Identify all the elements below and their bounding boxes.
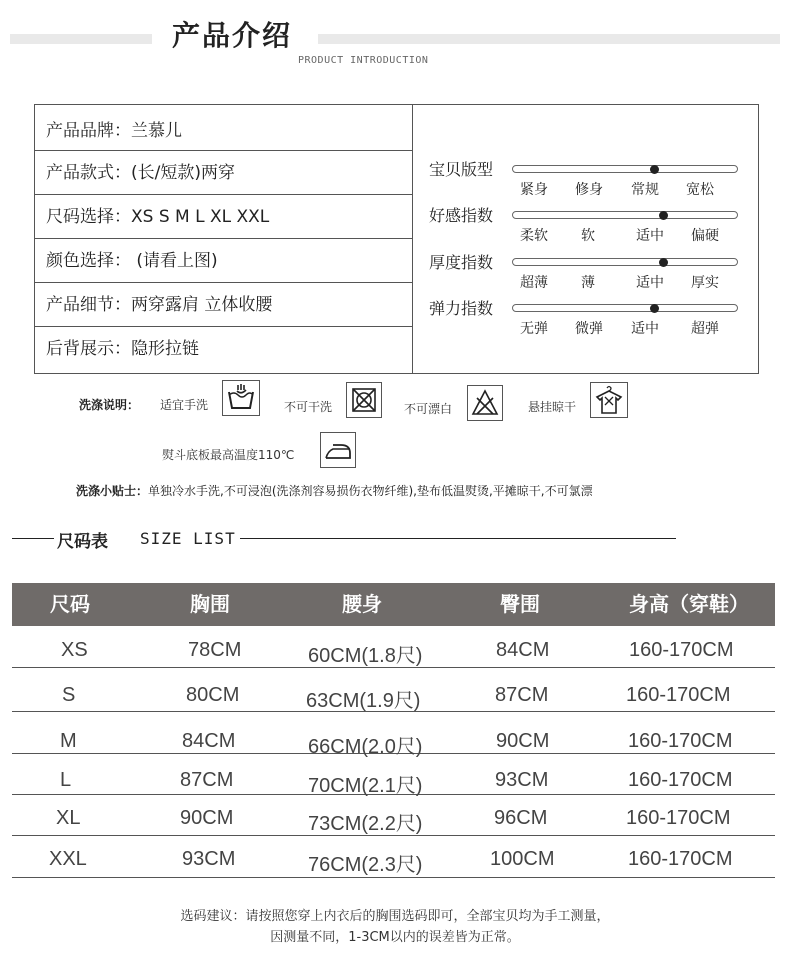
attribute-elasticity (429, 296, 749, 340)
washing-tips-label: 洗涤小贴士： (76, 484, 149, 498)
attribute-scale (516, 225, 742, 245)
attribute-track (512, 258, 738, 266)
product-info-box (34, 104, 759, 374)
page-subtitle: PRODUCT INTRODUCTION (298, 55, 429, 66)
cell-bust: 78CM (188, 639, 242, 661)
scale-label: 常规 (631, 182, 659, 198)
cell-waist: 76CM(2.3尺) (308, 854, 423, 876)
cell-height: 160-170CM (629, 639, 734, 661)
info-row-color: 颜色选择： (请看上图) (35, 239, 412, 283)
cell-height: 160-170CM (628, 848, 733, 870)
cell-waist: 60CM(1.8尺) (308, 645, 423, 667)
wash-item-text: 不可干洗 (284, 400, 333, 414)
size-list-line-right (240, 538, 676, 539)
scale-label: 柔软 (520, 228, 548, 244)
attribute-track (512, 165, 738, 173)
no-bleach-icon (467, 385, 503, 421)
cell-size: S (62, 684, 76, 706)
info-row-sizes: 尺码选择：XS S M L XL XXL (35, 195, 412, 239)
scale-label: 适中 (636, 275, 664, 291)
hand-wash-icon (222, 380, 260, 416)
attribute-thickness (429, 250, 749, 294)
attribute-fit (429, 157, 749, 201)
scale-label: 偏硬 (691, 228, 719, 244)
cell-hip: 96CM (494, 807, 548, 829)
table-row (12, 626, 775, 668)
cell-height: 160-170CM (626, 684, 731, 706)
scale-label: 超弹 (691, 321, 719, 337)
no-dry-clean-icon (346, 382, 382, 418)
attribute-marker (659, 211, 668, 220)
wash-item-text: 适宜手洗 (160, 398, 209, 412)
header-bar-left (10, 34, 152, 44)
iron-text: 熨斗底板最高温度110℃ (162, 448, 295, 462)
info-row-back: 后背展示：隐形拉链 (46, 339, 199, 359)
wash-item-text: 不可漂白 (404, 402, 453, 416)
cell-waist: 73CM(2.2尺) (308, 813, 423, 835)
attribute-scale (516, 318, 742, 338)
attribute-track (512, 211, 738, 219)
page-title: 产品介绍 (172, 19, 293, 52)
cell-bust: 87CM (180, 769, 234, 791)
col-header-bust: 胸围 (190, 592, 230, 616)
attribute-label: 厚度指数 (429, 253, 494, 272)
cell-height: 160-170CM (628, 769, 733, 791)
attribute-scale (516, 272, 742, 292)
scale-label: 适中 (631, 321, 659, 337)
scale-label: 适中 (636, 228, 664, 244)
scale-label: 厚实 (691, 275, 719, 291)
scale-label: 宽松 (686, 182, 714, 198)
scale-label: 无弹 (520, 321, 548, 337)
cell-hip: 84CM (496, 639, 550, 661)
cell-hip: 90CM (496, 730, 550, 752)
col-header-waist: 腰身 (342, 592, 382, 616)
product-info-list (35, 105, 413, 373)
attribute-scale (516, 179, 742, 199)
cell-hip: 93CM (495, 769, 549, 791)
info-row-details: 产品细节：两穿露肩 立体收腰 (35, 283, 412, 327)
cell-size: M (60, 730, 77, 752)
cell-waist: 63CM(1.9尺) (306, 690, 421, 712)
scale-label: 修身 (575, 182, 603, 198)
cell-height: 160-170CM (628, 730, 733, 752)
attribute-label: 好感指数 (429, 206, 494, 225)
cell-height: 160-170CM (626, 807, 731, 829)
cell-hip: 100CM (490, 848, 555, 870)
size-table-header (12, 583, 775, 626)
cell-bust: 84CM (182, 730, 236, 752)
table-row (12, 754, 775, 795)
col-header-size: 尺码 (50, 592, 90, 616)
attribute-track (512, 304, 738, 312)
cell-size: L (60, 769, 72, 791)
scale-label: 软 (581, 228, 595, 244)
size-advice-line-1: 选码建议：请按照您穿上内衣后的胸围选码即可，全部宝贝均为手工测量， (180, 909, 610, 924)
size-list-line-left (12, 538, 54, 539)
attribute-feel (429, 203, 749, 247)
cell-bust: 93CM (182, 848, 236, 870)
table-row (12, 712, 775, 758)
col-header-hip: 臀围 (500, 592, 540, 616)
cell-hip: 87CM (495, 684, 549, 706)
cell-size: XXL (49, 848, 87, 870)
attribute-label: 弹力指数 (429, 299, 494, 318)
info-row-style: 产品款式：(长/短款)两穿 (35, 151, 412, 195)
attribute-marker (650, 165, 659, 174)
wash-item-text: 悬挂晾干 (528, 400, 577, 414)
washing-tips: 单独冷水手洗,不可浸泡(洗涤剂容易损伤衣物纤维),垫布低温熨烫,平摊晾干,不可氯漂 (148, 484, 593, 498)
size-advice-line-2: 因测量不同，1-3CM以内的误差皆为正常。 (270, 930, 520, 945)
iron-icon (320, 432, 356, 468)
cell-bust: 80CM (186, 684, 240, 706)
table-row (12, 795, 775, 836)
size-list-subtitle: SIZE LIST (140, 529, 236, 548)
scale-label: 超薄 (520, 275, 548, 291)
cell-size: XS (61, 639, 88, 661)
table-row (12, 668, 775, 712)
cell-waist: 66CM(2.0尺) (308, 736, 423, 758)
scale-label: 微弹 (575, 321, 603, 337)
cell-size: XL (56, 807, 81, 829)
washing-label: 洗涤说明： (79, 398, 140, 412)
attribute-marker (650, 304, 659, 313)
cell-waist: 70CM(2.1尺) (308, 775, 423, 797)
table-row (12, 836, 775, 878)
scale-label: 紧身 (520, 182, 548, 198)
hang-dry-icon (590, 382, 628, 418)
col-header-height: 身高（穿鞋） (629, 592, 749, 616)
attribute-marker (659, 258, 668, 267)
cell-bust: 90CM (180, 807, 234, 829)
scale-label: 薄 (581, 275, 595, 291)
size-list-title: 尺码表 (57, 532, 108, 552)
info-row-brand: 产品品牌：兰慕儿 (35, 105, 412, 151)
header-bar-right (318, 34, 780, 44)
attribute-label: 宝贝版型 (429, 160, 494, 179)
